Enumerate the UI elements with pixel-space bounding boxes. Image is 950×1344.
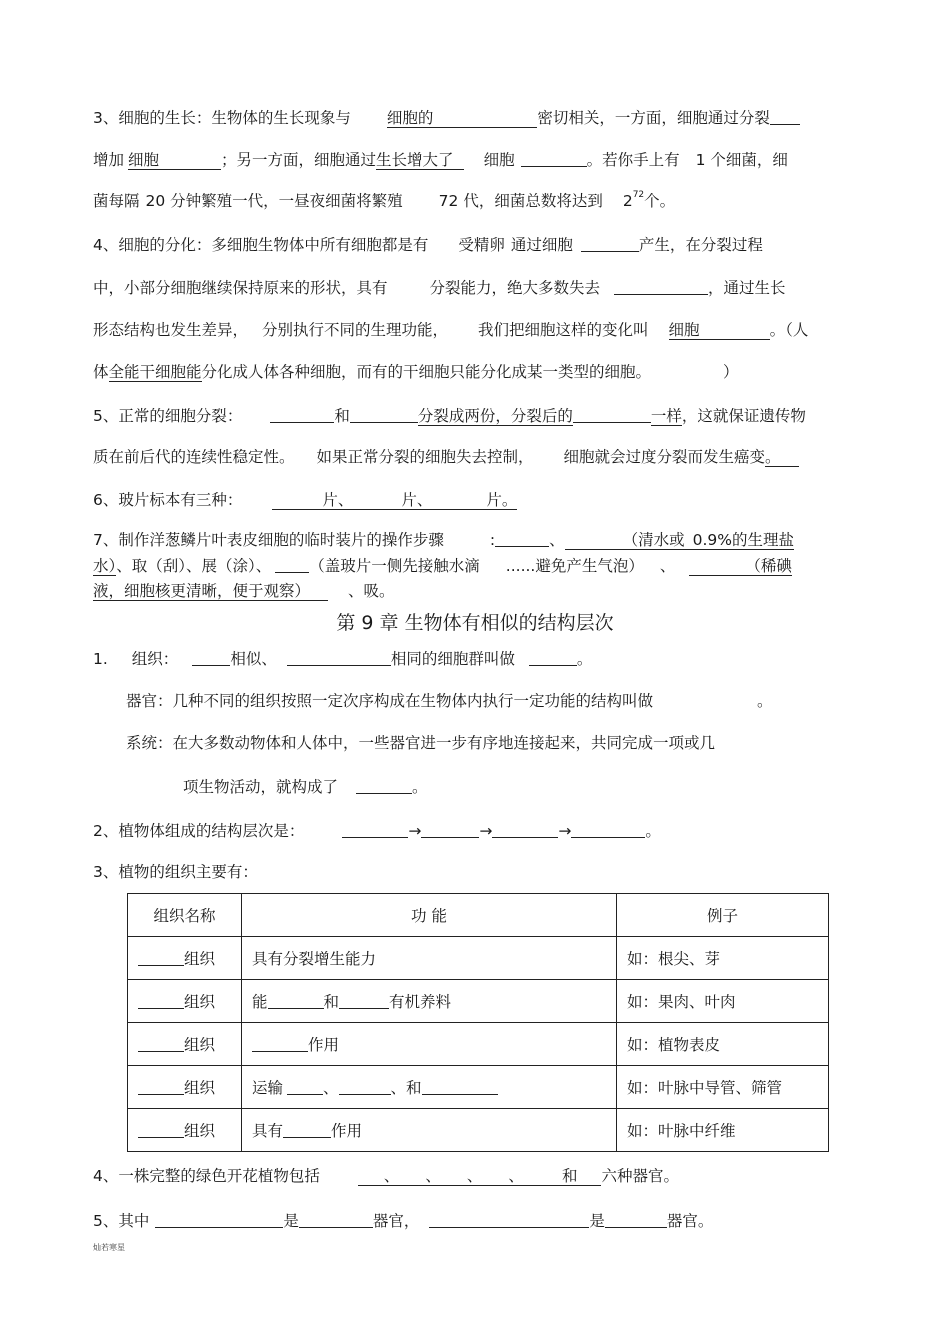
cell-division-line1: 5、正常的细胞分裂： 和 分裂成两份，分裂后的 一样，这就保证遗传物 — [93, 407, 806, 425]
tissue-definition-line: 1. 组织： 相似、 相同的细胞群叫做 。 — [93, 650, 593, 668]
table-row: 组织 具有分裂增生能力 如：根尖、芽 — [128, 937, 829, 980]
cell-differentiation-line2: 中，小部分细胞继续保持原来的形状，具有 分裂能力，绝大多数失去 ，通过生长 — [93, 279, 786, 297]
cell-division-line2: 质在前后代的连续性稳定性。 如果正常分裂的细胞失去控制， 细胞就会过度分裂而发生癌变。 — [93, 447, 799, 467]
table-row: 组织 作用 如：植物表皮 — [128, 1023, 829, 1066]
cell-differentiation-line3: 形态结构也发生差异， 分别执行不同的生理功能， 我们把细胞这样的变化叫 细胞 。（人 — [93, 321, 809, 339]
header-tissue-name: 组织名称 — [128, 894, 242, 937]
plant-tissue-table — [127, 893, 829, 1152]
header-example: 例子 — [617, 894, 829, 937]
slide-steps-line3: 液，细胞核更清晰，便于观察） 、吸。 — [93, 582, 395, 600]
table-header-row — [128, 894, 829, 937]
cell-growth-line2: 增加 细胞 ；另一方面，细胞通过生长增大了 细胞 。若你手上有 1 个细菌，细 — [93, 151, 788, 169]
slide-types-line: 6、玻片标本有三种： 片、 片、 片。 — [93, 491, 518, 509]
blank-answer: 细胞的 — [387, 109, 538, 128]
plant-tissues-heading: 3、植物的组织主要有： — [93, 863, 258, 881]
cell-differentiation-line4: 体全能干细胞能分化成人体各种细胞，而有的干细胞只能分化成某一类型的细胞。 ） — [93, 363, 739, 381]
blank — [770, 107, 800, 125]
system-definition-line1: 系统：在大多数动物体和人体中，一些器官进一步有序地连接起来，共同完成一项或几 — [126, 734, 716, 752]
slide-steps-line1: 7、制作洋葱鳞片叶表皮细胞的临时装片的操作步骤 : 、 （清水或 0.9%的生理盐 — [93, 531, 795, 549]
cell-growth-line1: 3、细胞的生长：生物体的生长现象与 细胞的 密切相关，一方面，细胞通过分裂 — [93, 107, 800, 128]
chapter-title: 第 9 章 生物体有相似的结构层次 — [336, 612, 614, 634]
plant-organs-line: 4、一株完整的绿色开花植物包括 、 、 、 、 和 六种器官。 — [93, 1167, 679, 1185]
table-row: 组织 运输 、 、和 如：叶脉中导管、筛管 — [128, 1066, 829, 1109]
table-row: 组织 具有 作用 如：叶脉中纤维 — [128, 1109, 829, 1152]
table-row: 组织 能 和 有机养料 如：果肉、叶肉 — [128, 980, 829, 1023]
header-function: 功 能 — [242, 894, 617, 937]
organ-types-line: 5、其中 是 器官， 是 器官。 — [93, 1212, 714, 1230]
cell-differentiation-line1: 4、细胞的分化：多细胞生物体中所有细胞都是有 受精卵 通过细胞 产生，在分裂过程 — [93, 236, 763, 254]
system-definition-line2: 项生物活动，就构成了 。 — [183, 778, 428, 796]
slide-steps-line2: 水）、取（刮）、展（涂）、 （盖玻片一侧先接触水滴 ......避免产生气泡） 、 （稀碘 — [93, 557, 792, 575]
plant-structure-levels-line: 2、植物体组成的结构层次是： → → → 。 — [93, 822, 661, 840]
footer-text: 灿若寒星 — [93, 1243, 125, 1252]
cell-growth-line3: 菌每隔 20 分钟繁殖一代，一昼夜细菌将繁殖 72 代，细菌总数将达到 $2^{72}$个。 — [93, 190, 676, 210]
organ-definition-line: 器官：几种不同的组织按照一定次序构成在生物体内执行一定功能的结构叫做 。 — [126, 692, 773, 710]
